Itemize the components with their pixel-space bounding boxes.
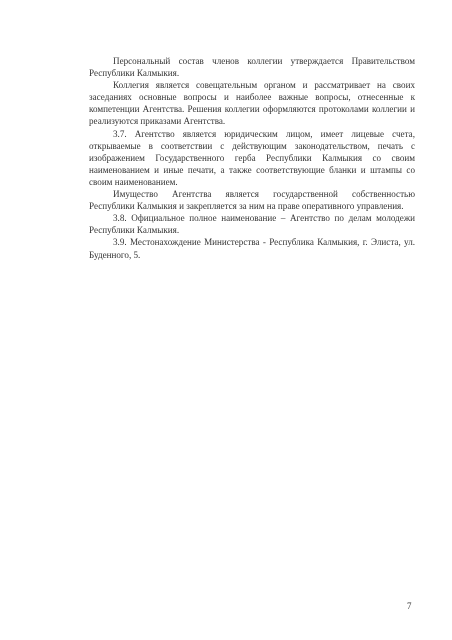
paragraph-3-7-legal-entity: 3.7. Агентство является юридическим лицом, имеет лицевые счета, открываемые в соответствии с действующим законодательством, печать с изображением Государственного герба Республики Калмыкия со своим наименованием и иные печати, а также соответствующие бланки и штампы со своим наименованием. xyxy=(89,128,415,187)
paragraph-collegium-role: Коллегия является совещательным органом и рассматривает на своих заседаниях основные вопросы и наиболее важные вопросы, отнесенные к компетенции Агентства. Решения коллегии оформляются протоколами коллегии и реализуются приказами Агентства. xyxy=(89,80,415,127)
paragraph-3-8-official-name: 3.8. Официальное полное наименование – Агентство по делам молодежи Республики Калмыкия. xyxy=(89,213,415,236)
page-number: 7 xyxy=(407,601,412,611)
paragraph-property: Имущество Агентства является государственной собственностью Республики Калмыкия и закрепляется за ним на праве оперативного управления. xyxy=(89,189,415,212)
document-body xyxy=(89,55,415,261)
paragraph-3-9-location: 3.9. Местонахождение Министерства - Республика Калмыкия, г. Элиста, ул. Буденного, 5. xyxy=(89,237,415,260)
paragraph-collegium-composition: Персональный состав членов коллегии утверждается Правительством Республики Калмыкия. xyxy=(89,56,415,79)
